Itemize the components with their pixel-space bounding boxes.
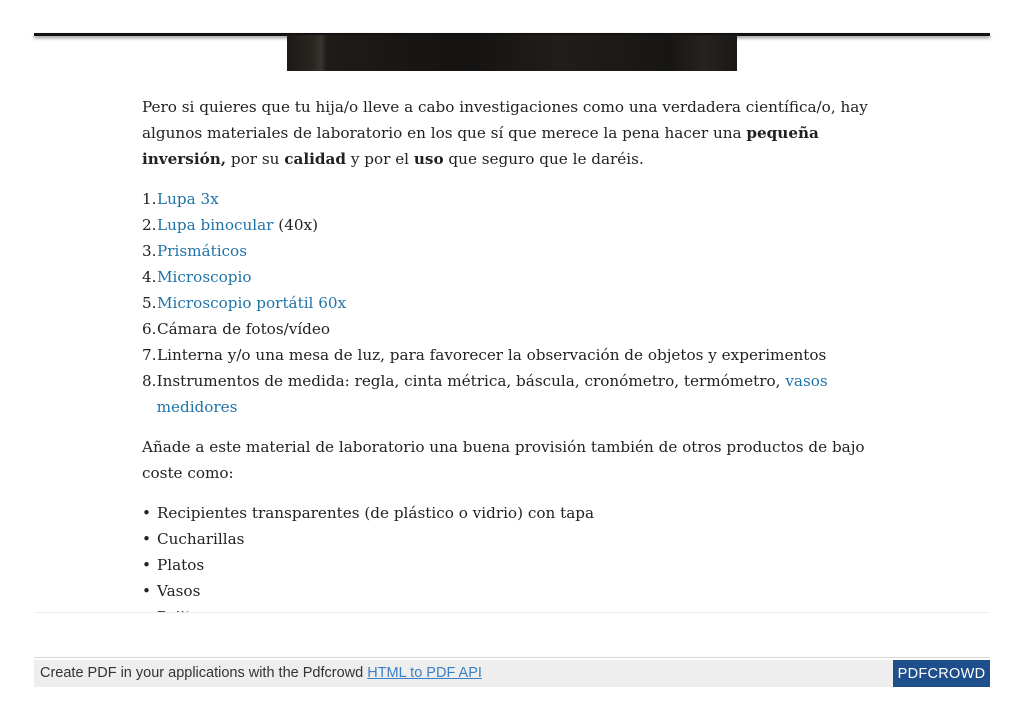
- list-number: 6.: [142, 320, 157, 338]
- article-image: [287, 35, 737, 71]
- list-number: 8.: [142, 372, 157, 390]
- list-item: [142, 316, 892, 342]
- page-break-mask: [34, 612, 990, 658]
- list-item-text: Cámara de fotos/vídeo: [157, 320, 331, 338]
- list-item: [142, 500, 892, 526]
- list-number: 4.: [142, 268, 157, 286]
- list-number: 3.: [142, 242, 157, 260]
- list-number: 7.: [142, 346, 157, 364]
- link-vasos-medidores[interactable]: vasos medidores: [156, 372, 828, 416]
- link-lupa-3x[interactable]: Lupa 3x: [157, 190, 219, 208]
- list-number: 5.: [142, 294, 157, 312]
- bullet-icon: •: [142, 530, 151, 548]
- footer-caption: Create PDF in your applications with the Pdfcrowd: [40, 665, 368, 681]
- list-item-text: Platos: [157, 556, 205, 574]
- intro-bold-uso: uso: [413, 150, 444, 168]
- list-number: 1.: [142, 190, 157, 208]
- list-item-text: Cucharillas: [157, 530, 245, 548]
- list-item: [142, 186, 892, 212]
- intro-paragraph: [142, 94, 892, 172]
- intro-bold-calidad: calidad: [284, 150, 346, 168]
- list-item: [142, 578, 892, 604]
- list-number: 2.: [142, 216, 157, 234]
- list-item: [142, 290, 892, 316]
- list-item: [142, 264, 892, 290]
- list-item: [142, 526, 892, 552]
- intro-text: por su: [226, 150, 285, 168]
- bullet-icon: •: [142, 556, 151, 574]
- list-item: [142, 552, 892, 578]
- link-prismaticos[interactable]: Prismáticos: [157, 242, 247, 260]
- list-item-text: Recipientes transparentes (de plástico o vidrio) con tapa: [157, 504, 595, 522]
- list-item-text: Instrumentos de medida: regla, cinta métrica, báscula, cronómetro, termómetro,: [156, 372, 786, 390]
- list-item-text: Vasos: [157, 582, 201, 600]
- list-item: [142, 238, 892, 264]
- intro-text: Pero si quieres que tu hija/o lleve a cabo investigaciones como una verdadera científica/o, hay algunos materiales de laboratorio en los que sí que merece la pena hacer una: [142, 98, 868, 142]
- pdfcrowd-footer: [34, 660, 990, 687]
- list-item-text: Linterna y/o una mesa de luz, para favorecer la observación de objetos y experimentos: [157, 346, 827, 364]
- materials-list: [142, 186, 892, 420]
- link-microscopio-portatil[interactable]: Microscopio portátil 60x: [157, 294, 347, 312]
- intro-text: que seguro que le daréis.: [443, 150, 644, 168]
- bullet-icon: •: [142, 582, 151, 600]
- intro-text: y por el: [346, 150, 414, 168]
- bullet-icon: •: [142, 504, 151, 522]
- link-microscopio[interactable]: Microscopio: [157, 268, 252, 286]
- html-to-pdf-api-link[interactable]: HTML to PDF API: [367, 665, 482, 681]
- list-item: [142, 368, 892, 420]
- link-lupa-binocular[interactable]: Lupa binocular: [157, 216, 274, 234]
- intro-bold-inversion: pequeña inversión,: [142, 124, 819, 168]
- list-item: [142, 342, 892, 368]
- low-cost-paragraph: Añade a este material de laboratorio una buena provisión también de otros productos de bajo coste como:: [142, 438, 865, 482]
- article-body: [142, 94, 892, 656]
- footer-text: [40, 665, 482, 681]
- list-item: [142, 212, 892, 238]
- pdfcrowd-logo-button[interactable]: PDFCROWD: [893, 660, 990, 687]
- list-item-text: (40x): [273, 216, 319, 234]
